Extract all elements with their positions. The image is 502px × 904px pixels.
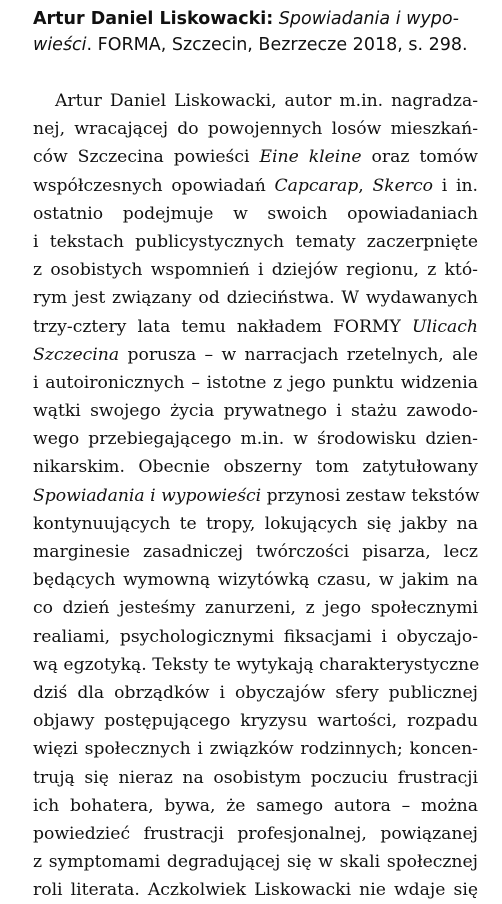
italic-title: Ulicach: [411, 316, 478, 337]
body-line: co dzień jesteśmy zanurzeni, z jego społecznymi: [33, 598, 478, 619]
body-line: trują się nieraz na osobistym poczuciu frustracji: [33, 767, 478, 788]
body-line: wą egzotyką. Teksty te wytykają charakterystyczne: [33, 654, 480, 675]
book-title-part-2: wieści: [33, 35, 87, 55]
body-line: dziś dla obrządków i obyczajów sfery publicznej: [33, 682, 478, 703]
header-line-1: [33, 6, 478, 32]
body-line: kontynuujących te tropy, lokujących się jakby na: [33, 513, 478, 534]
body-line: wątki swojego życia prywatnego i stażu zawodo-: [33, 401, 478, 422]
book-header: [33, 6, 478, 58]
body-line: współczesnych opowiadań Capcarap, Skerco i in.: [33, 175, 478, 196]
body-line: wego przebiegającego m.in. w środowisku dzien-: [33, 429, 478, 450]
italic-title: Eine kleine: [259, 147, 362, 168]
italic-title: Szczecina: [33, 344, 120, 365]
body-line: nej, wracającej do powojennych losów mieszkań-: [33, 119, 478, 140]
review-body: [33, 87, 478, 904]
italic-title: Spowiadania i wypowieści: [33, 485, 262, 506]
body-line: i tekstach publicystycznych tematy zaczerpnięte: [33, 231, 478, 252]
body-line: i autoironicznych – istotne z jego punktu widzenia: [33, 372, 478, 393]
body-line: powiedzieć frustracji profesjonalnej, powiązanej: [33, 823, 478, 844]
book-title-part-1: Spowiadania i wypo-: [278, 9, 459, 29]
body-line: trzy-cztery lata temu nakładem FORMY Ulicach: [33, 316, 478, 337]
body-line: realiami, psychologicznymi fiksacjami i obyczajo-: [33, 626, 478, 647]
body-line: objawy postępującego kryzysu wartości, rozpadu: [33, 711, 478, 732]
publisher-info: . FORMA, Szczecin, Bezrzecze 2018, s. 298.: [86, 35, 468, 55]
body-line: marginesie zasadniczej twórczości pisarza, lecz: [33, 542, 478, 562]
italic-title: Skerco: [372, 175, 434, 196]
body-line: roli literata. Aczkolwiek Liskowacki nie wdaje się: [33, 880, 478, 901]
body-line: z symptomami degradującej się w skali społecznej: [33, 852, 478, 873]
body-line: nikarskim. Obecnie obszerny tom zatytułowany: [33, 457, 478, 478]
body-line: Szczecina porusza – w narracjach rzetelnych, ale: [33, 344, 478, 365]
author-name: Artur Daniel Liskowacki:: [33, 9, 274, 29]
body-line: z osobistych wspomnień i dziejów regionu, z któ-: [33, 260, 478, 281]
body-line: ostatnio podejmuje w swoich opowiadaniach: [33, 203, 478, 224]
header-line-2: [33, 32, 478, 58]
body-line: więzi społecznych i związków rodzinnych; koncen-: [33, 739, 478, 760]
body-line: ich bohatera, bywa, że samego autora – można: [33, 795, 478, 816]
body-line: rym jest związany od dzieciństwa. W wydawanych: [33, 288, 478, 309]
body-line: ców Szczecina powieści Eine kleine oraz tomów: [33, 147, 478, 168]
italic-title: Capcarap: [274, 175, 359, 196]
body-line: będących wymowną wizytówką czasu, w jakim na: [33, 570, 478, 591]
body-line: Artur Daniel Liskowacki, autor m.in. nagradza-: [55, 91, 478, 111]
body-line: Spowiadania i wypowieści przynosi zestaw tekstów: [33, 485, 480, 506]
